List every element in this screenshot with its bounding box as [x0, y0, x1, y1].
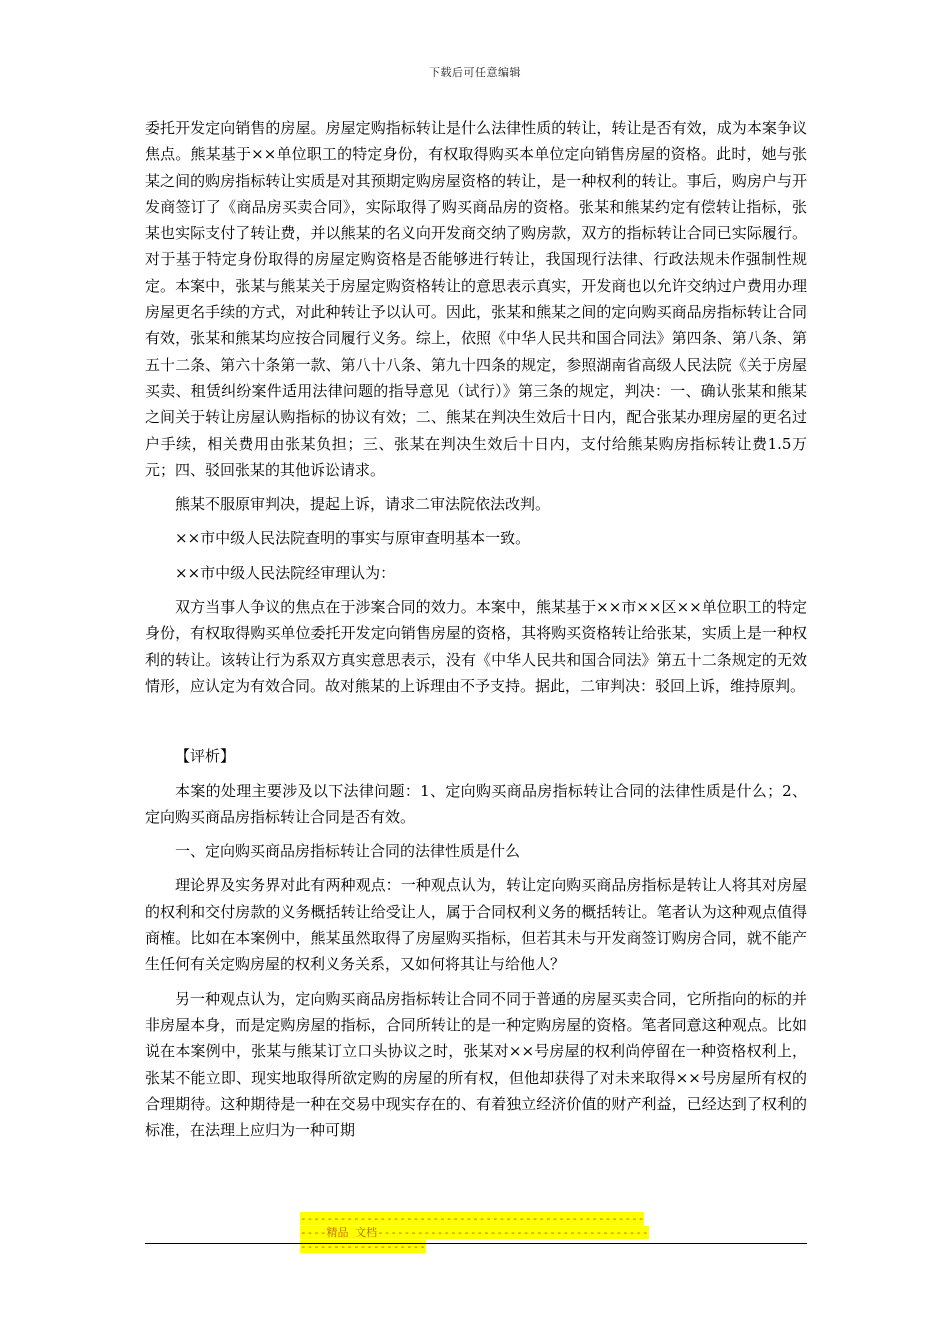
- section-heading-1: 一、定向购买商品房指标转让合同的法律性质是什么: [175, 842, 521, 861]
- body-paragraph-1: 委托开发定向销售的房屋。房屋定购指标转让是什么法律性质的转让，转让是否有效，成为本案争议焦点。熊某基于××单位职工的特定身份，有权取得购买本单位定向销售房屋的资格。此时，她与张某之间的购房指标转让实质是对其预期定购房屋资格的转让，是一种权利的转让。事后，购房户与开发商签订了《商品房买卖合同》，实际取得了购买商品房的资格。张某和熊某约定有偿转让指标，张某也实际支付了转让费，并以熊某的名义向开发商交纳了购房款，双方的指标转让合同已实际履行。对于基于特定身份取得的房屋定购资格是否能够进行转让，我国现行法律、行政法规未作强制性规定。本案中，张某与熊某关于房屋定购资格转让的意思表示真实，开发商也以允许交纳过户费用办理房屋更名手续的方式，对此种转让予以认可。因此，张某和熊某之间的定向购买商品房指标转让合同有效，张某和熊某均应按合同履行义务。综上，依照《中华人民共和国合同法》第四条、第八条、第五十二条、第六十条第一款、第八十八条、第九十四条的规定，参照湖南省高级人民法院《关于房屋买卖、租赁纠纷案件适用法律问题的指导意见（试行）》第三条的规定，判决：一、确认张某和熊某之间关于转让房屋认购指标的协议有效；二、熊某在判决生效后十日内，配合张某办理房屋的更名过户手续，相关费用由张某负担；三、张某在判决生效后十日内，支付给熊某购房指标转让费1.5万元；四、驳回张某的其他诉讼请求。: [145, 119, 807, 479]
- body-paragraph-4: ××市中级人民法院经审理认为：: [175, 563, 396, 582]
- footer-watermark-text: --------------------------------------------------------精品 文档------------------------------------------------------------: [300, 1212, 649, 1253]
- body-paragraph-10: 另一种观点认为，定向购买商品房指标转让合同不同于普通的房屋买卖合同，它所指向的标的并非房屋本身，而是定购房屋的指标，合同所转让的是一种定购房屋的资格。笔者同意这种观点。比如说在本案例中，张某与熊某订立口头协议之时，张某对××号房屋的权利尚停留在一种资格权利上，张某不能立即、现实地取得所欲定购的房屋的所有权，但他却获得了对未来取得××号房屋所有权的合理期待。这种期待是一种在交易中现实存在的、有着独立经济价值的财产利益，已经达到了权利的标准，在法理上应归为一种可期: [145, 989, 807, 1140]
- body-paragraph-3: ××市中级人民法院查明的事实与原审查明基本一致。: [175, 529, 531, 548]
- footer-watermark-band: [300, 1212, 650, 1254]
- body-paragraph-5: 双方当事人争议的焦点在于涉案合同的效力。本案中，熊某基于××市××区××单位职工的特定身份，有权取得购买单位委托开发定向销售房屋的资格，其将购买资格转让给张某，实质上是一种权利的转让。该转让行为系双方真实意思表示，没有《中华人民共和国合同法》第五十二条规定的无效情形，应认定为有效合同。故对熊某的上诉理由不予支持。据此，二审判决：驳回上诉，维持原判。: [145, 598, 807, 695]
- document-body: [145, 115, 807, 1143]
- body-paragraph-2: 熊某不服原审判决，提起上诉，请求二审法院依法改判。: [175, 495, 551, 514]
- body-paragraph-9: 理论界及实务界对此有两种观点：一种观点认为，转让定向购买商品房指标是转让人将其对房屋的权利和交付房款的义务概括转让给受让人，属于合同权利义务的概括转让。笔者认为这种观点值得商榷。比如在本案例中，熊某虽然取得了房屋购买指标，但若其未与开发商签订购房合同，就不能产生任何有关定购房屋的权利义务关系，又如何将其让与给他人？: [145, 876, 807, 974]
- footer-divider: [145, 1243, 807, 1244]
- analysis-heading: 【评析】: [175, 747, 236, 766]
- body-paragraph-7: 本案的处理主要涉及以下法律问题：1、定向购买商品房指标转让合同的法律性质是什么；2、定向购买商品房指标转让合同是否有效。: [145, 781, 807, 826]
- page-header-note: 下载后可任意编辑: [429, 66, 521, 79]
